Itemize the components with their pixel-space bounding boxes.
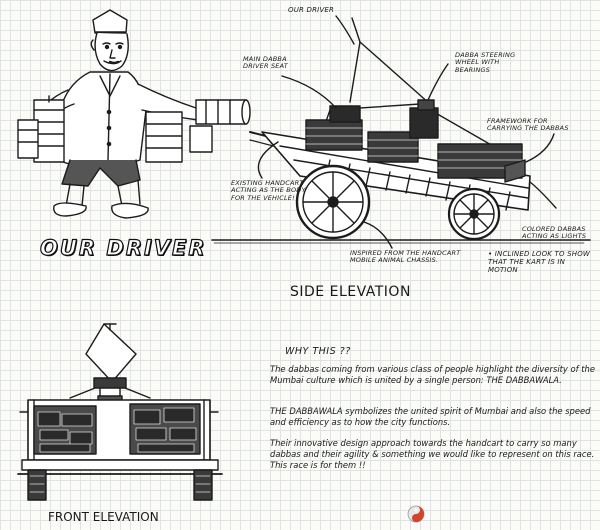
label-colored-dabbas: COLORED DABBAS ACTING AS LIGHTS bbox=[522, 225, 587, 241]
driver-caption: OUR DRIVER bbox=[40, 236, 207, 260]
label-chassis: INSPIRED FROM THE HANDCART MOBILE ANIMAL CHASSIS. bbox=[350, 249, 461, 265]
label-driver-seat: MAIN DABBA DRIVER SEAT bbox=[243, 55, 288, 71]
front-elevation-title: FRONT ELEVATION bbox=[48, 510, 159, 524]
label-framework: FRAMEWORK FOR CARRYING THE DABBAS bbox=[487, 117, 569, 133]
why-paragraph-2: THE DABBAWALA symbolizes the united spirit of Mumbai and also the speed and efficiency as to how the city functions. bbox=[270, 406, 591, 428]
side-elevation-title: SIDE ELEVATION bbox=[290, 284, 411, 300]
why-paragraph-3: Their innovative design approach towards the handcart to carry so many dabbas and their agility & something we would like to represent on this race. This race is for them !! bbox=[270, 438, 595, 471]
dabbawala-figure bbox=[18, 10, 250, 218]
label-inclined-look: • INCLINED LOOK TO SHOW THAT THE KART IS IN MOTION bbox=[488, 250, 591, 275]
front-elevation-cart bbox=[18, 324, 222, 500]
watermark-logo-icon bbox=[407, 505, 425, 523]
label-steering-wheel: DABBA STEERING WHEEL WITH BEARINGS bbox=[455, 51, 516, 74]
label-existing-handcart: EXISTING HANDCART ACTING AS THE BODY FOR THE VEHICLE! bbox=[231, 179, 306, 202]
label-our-driver: OUR DRIVER bbox=[288, 6, 335, 14]
why-this-heading: WHY THIS ?? bbox=[285, 346, 351, 357]
why-paragraph-1: The dabbas coming from various class of people highlight the diversity of the Mumbai culture which is united by a single person: THE DABBAWALA. bbox=[270, 364, 596, 386]
